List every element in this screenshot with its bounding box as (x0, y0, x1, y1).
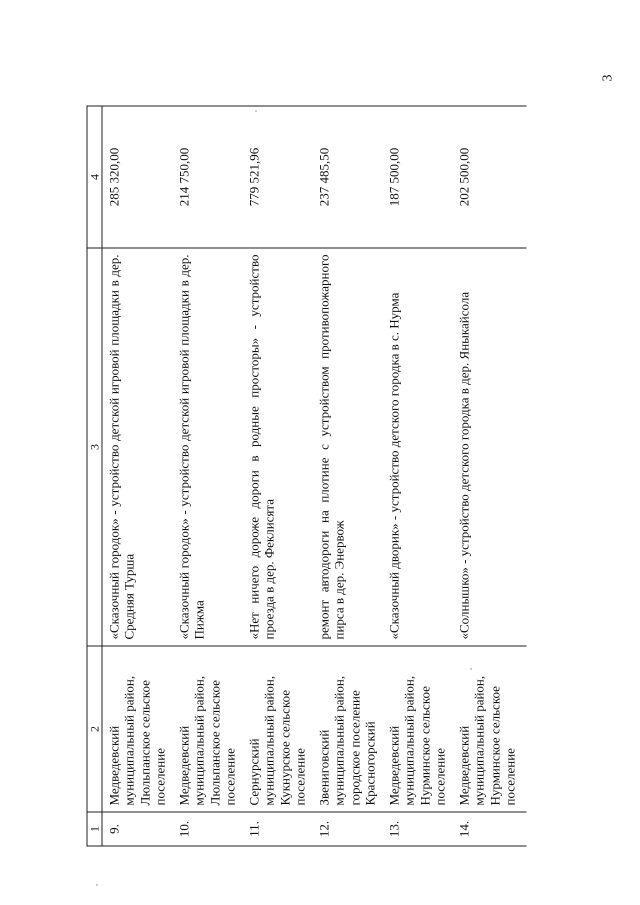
scan-artifact (96, 884, 98, 886)
projects-table (87, 106, 527, 847)
project-amount: 187 500,00 (383, 106, 453, 248)
table-row (243, 106, 313, 846)
rotated-table-sheet (87, 107, 582, 847)
project-description: «Сказочный городок» - устройство детской игровой площадки в дер. Средняя Турша (102, 248, 173, 646)
municipality-name: Медведевский муниципальный район, Люльпанское сельское поселение (102, 646, 173, 812)
page-number: 3 (600, 74, 616, 82)
scan-artifact (470, 668, 472, 670)
project-description: «Солнышко» - устройство детского городка в дер. Яныкайсола (453, 248, 527, 646)
header-col-3: 3 (87, 248, 102, 646)
table-row (313, 106, 383, 846)
row-number: 9. (102, 812, 173, 846)
table-row (383, 106, 453, 846)
header-col-2: 2 (87, 646, 102, 812)
project-amount: 285 320,00 (102, 106, 173, 248)
project-description: «Нет ничего дороже дороги в родные просторы» - устройство проезда в дер. Феклисята (243, 248, 313, 646)
scan-artifact (255, 110, 257, 112)
table-body (102, 106, 527, 846)
municipality-name: Медведевский муниципальный район, Люльпанское сельское поселение (173, 646, 243, 812)
project-amount: 779 521,96 (243, 106, 313, 248)
project-description: ремонт автодороги на плотине с устройством противопожарного пирса в дер. Энервож (313, 248, 383, 646)
row-number: 11. (243, 812, 313, 846)
row-number: 10. (173, 812, 243, 846)
table-row (453, 106, 527, 846)
municipality-name: Медведевский муниципальный район, Нурминское сельское поселение (453, 646, 527, 812)
table-header (87, 106, 102, 846)
municipality-name: Медведевский муниципальный район, Нурминское сельское поселение (383, 646, 453, 812)
municipality-name: Сернурский муниципальный район, Кукнурское сельское поселение (243, 646, 313, 812)
project-description: «Сказочный дворик» - устройство детского городка в с. Нурма (383, 248, 453, 646)
municipality-name: Звениговский муниципальный район, городское поселение Красногорский (313, 646, 383, 812)
table-row (102, 106, 173, 846)
row-number: 14. (453, 812, 527, 846)
header-col-4: 4 (87, 106, 102, 248)
project-amount: 214 750,00 (173, 106, 243, 248)
row-number: 12. (313, 812, 383, 846)
project-amount: 237 485,50 (313, 106, 383, 248)
row-number: 13. (383, 812, 453, 846)
table-row (173, 106, 243, 846)
project-description: «Сказочный городок» - устройство детской игровой площадки в дер. Пижма (173, 248, 243, 646)
header-col-1: 1 (87, 812, 102, 846)
project-amount: 202 500,00 (453, 106, 527, 248)
